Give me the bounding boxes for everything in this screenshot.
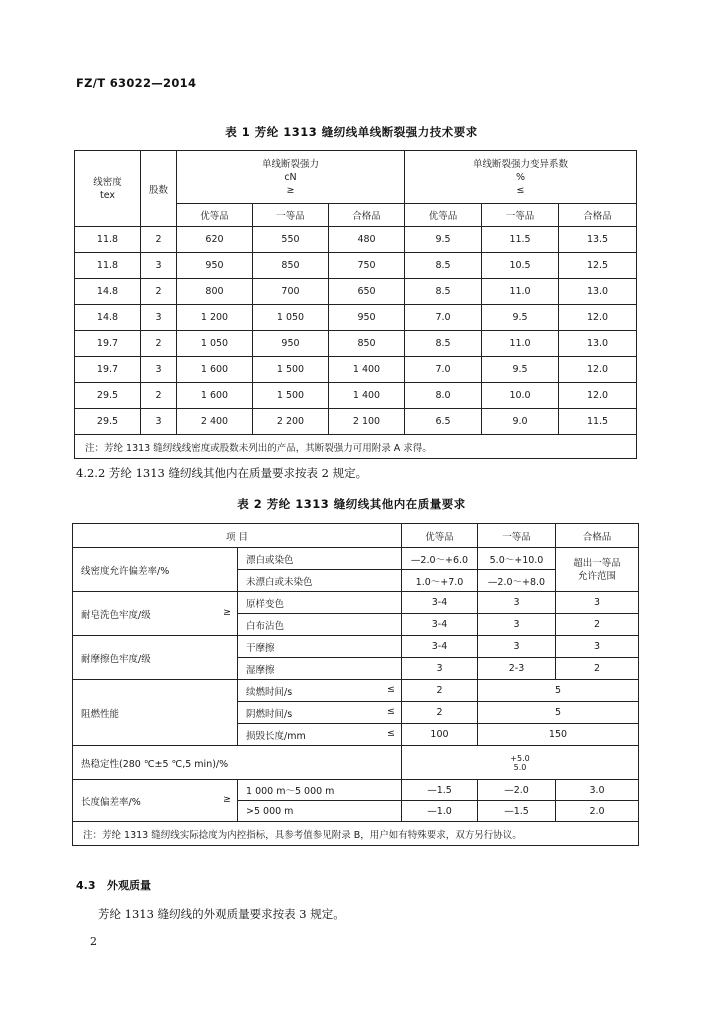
flame-label: 阻燃性能: [73, 680, 238, 746]
cell: 3: [556, 636, 639, 658]
table2-caption: 表 2 芳纶 1313 缝纫线其他内在质量要求: [237, 497, 466, 511]
cell: —1.5: [478, 801, 556, 822]
heat-value: +5.0 5.0: [402, 746, 639, 780]
cell: —1.0: [402, 801, 478, 822]
table-cell: 12.5: [559, 253, 637, 279]
table-cell: 2 100: [329, 409, 405, 435]
table1-strength: [74, 150, 637, 459]
length-sub: >5 000 m: [238, 801, 402, 822]
table2-note: 注：芳纶 1313 缝纫线实际捻度为内控指标，具参考值参见附录 B，用户如有特殊要求，双方另行协议。: [73, 822, 639, 846]
table-row: [75, 331, 637, 357]
table-row: [75, 305, 637, 331]
table-cell: 1 500: [253, 357, 329, 383]
cell: 3: [556, 592, 639, 614]
rub-label: 耐摩擦色牢度/级: [73, 636, 238, 680]
table-cell: 8.5: [405, 331, 482, 357]
section-4-3: 4.3 外观质量: [76, 879, 151, 892]
table-cell: 13.0: [559, 279, 637, 305]
wash-label: 耐皂洗色牢度/级 ≥: [73, 592, 238, 636]
page-number: 2: [90, 935, 97, 948]
col-ply-header: 股数: [141, 151, 177, 227]
table-cell: 12.0: [559, 305, 637, 331]
grade-header: 合格品: [329, 204, 405, 227]
table1-caption: 表 1 芳纶 1313 缝纫线单线断裂强力技术要求: [225, 125, 478, 139]
table-cell: 1 600: [177, 357, 253, 383]
table-row: [75, 253, 637, 279]
cell: 150: [478, 724, 639, 746]
cell: 3: [478, 614, 556, 636]
head-grade: 合格品: [556, 524, 639, 548]
table-cell: 13.5: [559, 227, 637, 253]
table-cell: 8.5: [405, 279, 482, 305]
table-cell: 11.5: [559, 409, 637, 435]
head-grade: 一等品: [478, 524, 556, 548]
table-cell: 700: [253, 279, 329, 305]
table-cell: 2 400: [177, 409, 253, 435]
cell: 5: [478, 680, 639, 702]
table-cell: 7.0: [405, 305, 482, 331]
grade-header: 优等品: [405, 204, 482, 227]
table-cell: 14.8: [75, 305, 141, 331]
cell: 3-4: [402, 636, 478, 658]
table-cell: 3: [141, 253, 177, 279]
table-cell: 1 200: [177, 305, 253, 331]
table-cell: 1 400: [329, 383, 405, 409]
head-item: 项 目: [73, 524, 402, 548]
cell: 2: [556, 614, 639, 636]
table-cell: 9.5: [482, 357, 559, 383]
grade-header: 优等品: [177, 204, 253, 227]
table-cell: 10.5: [482, 253, 559, 279]
cell: —2.0～+8.0: [478, 570, 556, 592]
table-cell: 8.0: [405, 383, 482, 409]
head-grade: 优等品: [402, 524, 478, 548]
table-cell: 29.5: [75, 383, 141, 409]
table-row: [75, 409, 637, 435]
rub-sub: 干摩擦: [238, 636, 402, 658]
grade-header: 一等品: [253, 204, 329, 227]
length-sub: 1 000 m～5 000 m: [238, 780, 402, 801]
table-cell: 19.7: [75, 357, 141, 383]
table-cell: 950: [329, 305, 405, 331]
heat-label: 热稳定性(280 ℃±5 ℃,5 min)/%: [73, 746, 402, 780]
cell: 3: [402, 658, 478, 680]
table-cell: 11.8: [75, 253, 141, 279]
table-cell: 1 050: [253, 305, 329, 331]
table-cell: 1 400: [329, 357, 405, 383]
table-cell: 800: [177, 279, 253, 305]
table2-quality: [72, 523, 639, 846]
cell: 3-4: [402, 614, 478, 636]
table-cell: 12.0: [559, 357, 637, 383]
table-row: [75, 357, 637, 383]
table-row: [75, 279, 637, 305]
table-cell: 2: [141, 331, 177, 357]
table-cell: 650: [329, 279, 405, 305]
table-cell: 2 200: [253, 409, 329, 435]
table-cell: 29.5: [75, 409, 141, 435]
cell: 3: [478, 636, 556, 658]
standard-header: FZ/T 63022—2014: [76, 76, 197, 90]
group-cv-header: 单线断裂强力变异系数 % ≤: [405, 151, 637, 204]
table-cell: 850: [253, 253, 329, 279]
group-strength-header: 单线断裂强力 cN ≥: [177, 151, 405, 204]
table-cell: 13.0: [559, 331, 637, 357]
table-cell: 9.5: [405, 227, 482, 253]
para-4-2-2: 4.2.2 芳纶 1313 缝纫线其他内在质量要求按表 2 规定。: [76, 466, 368, 480]
wash-sub: 白布沾色: [238, 614, 402, 636]
density-label: 线密度允许偏差率/%: [73, 548, 238, 592]
cell: 2: [402, 702, 478, 724]
cell: 3-4: [402, 592, 478, 614]
cell: 5: [478, 702, 639, 724]
cell: 2.0: [556, 801, 639, 822]
table-cell: 1 600: [177, 383, 253, 409]
table-cell: 8.5: [405, 253, 482, 279]
table-cell: 2: [141, 279, 177, 305]
cell: 5.0～+10.0: [478, 548, 556, 570]
table-cell: 3: [141, 305, 177, 331]
table-cell: 19.7: [75, 331, 141, 357]
table-cell: 950: [177, 253, 253, 279]
grade-header: 合格品: [559, 204, 637, 227]
table-cell: 750: [329, 253, 405, 279]
cell: —1.5: [402, 780, 478, 801]
table-cell: 10.0: [482, 383, 559, 409]
table-cell: 9.0: [482, 409, 559, 435]
cell: 1.0～+7.0: [402, 570, 478, 592]
cell: 2: [556, 658, 639, 680]
para-4-3: 芳纶 1313 缝纫线的外观质量要求按表 3 规定。: [98, 907, 345, 921]
table-row: [75, 383, 637, 409]
flame-sub: 损毁长度/mm ≤: [238, 724, 402, 746]
table-cell: 850: [329, 331, 405, 357]
table-cell: 11.0: [482, 331, 559, 357]
table-cell: 1 500: [253, 383, 329, 409]
cell: 2-3: [478, 658, 556, 680]
table-cell: 11.5: [482, 227, 559, 253]
table-cell: 12.0: [559, 383, 637, 409]
table-cell: 950: [253, 331, 329, 357]
cell: 100: [402, 724, 478, 746]
table-cell: 11.8: [75, 227, 141, 253]
table-cell: 550: [253, 227, 329, 253]
cell: 2: [402, 680, 478, 702]
table-cell: 6.5: [405, 409, 482, 435]
length-label: 长度偏差率/% ≥: [73, 780, 238, 822]
table-cell: 11.0: [482, 279, 559, 305]
table1-note: 注：芳纶 1313 缝纫线线密度或股数未列出的产品，其断裂强力可用附录 A 求得。: [75, 435, 637, 459]
table-cell: 3: [141, 357, 177, 383]
cell: 3.0: [556, 780, 639, 801]
flame-sub: 续燃时间/s ≤: [238, 680, 402, 702]
cell: 3: [478, 592, 556, 614]
table-cell: 1 050: [177, 331, 253, 357]
flame-sub: 阴燃时间/s ≤: [238, 702, 402, 724]
table-cell: 620: [177, 227, 253, 253]
table-cell: 3: [141, 409, 177, 435]
cell: —2.0～+6.0: [402, 548, 478, 570]
table-cell: 9.5: [482, 305, 559, 331]
grade-header: 一等品: [482, 204, 559, 227]
density-sub: 未漂白或未染色: [238, 570, 402, 592]
table-cell: 2: [141, 227, 177, 253]
table-cell: 14.8: [75, 279, 141, 305]
table-cell: 2: [141, 383, 177, 409]
col-density-header: 线密度 tex: [75, 151, 141, 227]
table-cell: 7.0: [405, 357, 482, 383]
cell: —2.0: [478, 780, 556, 801]
rub-sub: 湿摩擦: [238, 658, 402, 680]
wash-sub: 原样变色: [238, 592, 402, 614]
density-sub: 漂白或染色: [238, 548, 402, 570]
density-merged: 超出一等品 允许范围: [556, 548, 639, 592]
table-row: [75, 227, 637, 253]
table-cell: 480: [329, 227, 405, 253]
